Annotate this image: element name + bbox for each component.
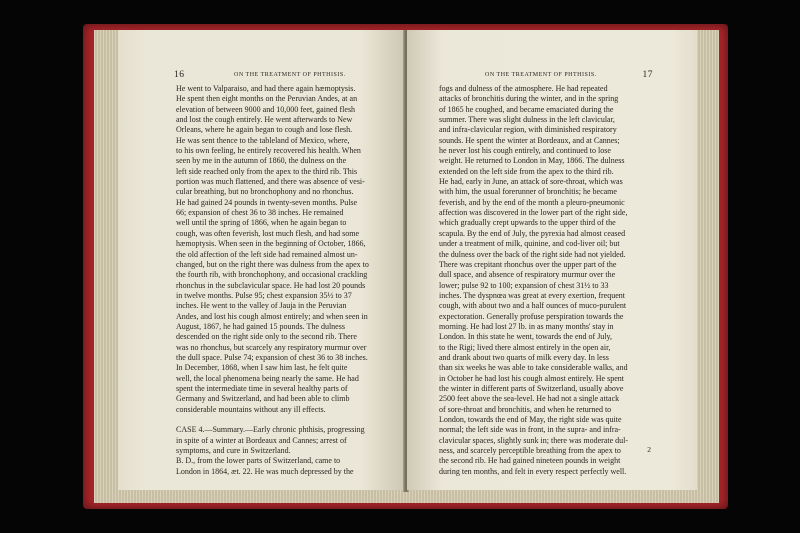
text-line: well until the spring of 1866, when he again began to: [176, 218, 347, 228]
signature-mark: 2: [647, 445, 651, 454]
text-line: scapula. By the end of July, the pyrexia had almost ceased: [439, 228, 626, 238]
text-line: of 1865 he coughed, and became emaciated during the: [439, 104, 614, 114]
text-line: he never lost his cough entirely, and continued to lose: [439, 146, 611, 156]
text-line: In December, 1868, when I saw him last, he felt quite: [176, 363, 348, 373]
text-line: and drank about two quarts of milk every day. In less: [439, 352, 609, 362]
text-line: extended on the left side from the apex to the third rib.: [439, 166, 614, 176]
text-line: inches. He went to the valley of Jauja in the Peruvian: [176, 301, 347, 311]
text-line: with him, the usual forerunner of bronchitis; he became: [439, 187, 617, 197]
text-line: expectoration. Generally profuse perspiration towards the: [439, 311, 624, 321]
right-page: [407, 30, 697, 490]
text-line: weight. He returned to London in May, 1866. The dulness: [439, 156, 625, 166]
left-page-text: [176, 84, 392, 477]
text-line: He spent then eight months on the Peruvian Andes, at an: [176, 94, 358, 104]
right-page-number: 17: [642, 70, 653, 80]
text-line: inches. The dyspnœa was great at every exertion, frequent: [439, 290, 626, 300]
right-page-text: [439, 84, 664, 477]
text-line: of sore-throat and bronchitis, and when he returned to: [439, 404, 612, 414]
text-line: in spite of a winter at Bordeaux and Cannes; arrest of: [176, 435, 347, 445]
text-line: 66; expansion of chest 36 to 38 inches. He remained: [176, 208, 344, 218]
text-line: affection was discovered in the lower part of the right side,: [439, 208, 628, 218]
text-line: feverish, and by the end of the month a pleuro-pneumonic: [439, 197, 625, 207]
text-line: He had, early in June, an attack of sore-throat, which was: [439, 177, 623, 187]
text-line: portion was much flattened, and there was absence of vesi-: [176, 177, 365, 187]
text-line: considerable mountains without any ill effects.: [176, 404, 326, 414]
text-line: He had gained 24 pounds in twenty-seven months. Pulse: [176, 197, 358, 207]
text-line: elevation of between 9000 and 10,000 feet, gained flesh: [176, 104, 356, 114]
right-page-header: [407, 72, 697, 82]
text-line: August, 1867, he had gained 15 pounds. The dulness: [176, 321, 345, 331]
text-line: ness, and scarcely perceptible breathing from the apex to: [439, 446, 621, 456]
text-line: the second rib. He had gained nineteen pounds in weight: [439, 456, 621, 466]
text-line: than six weeks he was able to take considerable walks, and: [439, 363, 628, 373]
text-line: spent the intermediate time in several healthy parts of: [176, 383, 348, 393]
text-line: the winter in different parts of Switzerland, usually above: [439, 383, 624, 393]
left-page: [118, 30, 406, 490]
text-line: was no rhonchus, but scarcely any respiratory murmur over: [176, 342, 367, 352]
text-line: cough, was often feverish, lost much flesh, and had some: [176, 228, 360, 238]
text-line: in October he had lost his cough almost entirely. He spent: [439, 373, 624, 383]
text-line: clavicular spaces, slightly sunk in; there was moderate dul-: [439, 435, 629, 445]
text-line: He went to Valparaiso, and had there again hæmoptysis.: [176, 84, 356, 93]
text-line: attacks of bronchitis during the winter, and in the spring: [439, 94, 619, 104]
text-line: and infra-clavicular region, with diminished respiratory: [439, 125, 617, 135]
text-line: morning. He had lost 27 lb. in as many months' stay in: [439, 321, 614, 331]
text-line: normal; the left side was in front, in the supra- and infra-: [439, 425, 621, 435]
text-line: sounds. He spent the winter at Bordeaux, and at Cannes;: [439, 135, 620, 145]
text-line: fogs and dulness of the atmosphere. He had repeated: [439, 84, 608, 93]
text-line: and lost the cough entirely. He went afterwards to New: [176, 115, 353, 125]
text-line: descended on the right side only to the second rib. There: [176, 332, 357, 342]
left-page-number: 16: [174, 70, 185, 80]
text-line: dull space, and absence of respiratory murmur over the: [439, 270, 616, 280]
text-line: cular breathing, but no bronchophony and no rhonchus.: [176, 187, 354, 197]
text-line: London. In this state he went, towards the end of July,: [439, 332, 613, 342]
text-line: cough, with about two and a half ounces of muco-purulent: [439, 301, 627, 311]
text-line: [176, 415, 392, 425]
text-line: B. D., from the lower parts of Switzerland, came to: [176, 456, 341, 466]
text-line: London, towards the end of May, the right side was quite: [439, 415, 622, 424]
text-line: There was crepitant rhonchus over the upper part of the: [439, 259, 617, 269]
text-line: Germany and Switzerland, and had been able to climb: [176, 394, 350, 404]
text-line: the dulness over the back of the right side had not yielded.: [439, 249, 626, 259]
text-line: lower; pulse 92 to 100; expansion of chest 31½ to 33: [439, 280, 609, 290]
text-line: symptoms, and cure in Switzerland.: [176, 446, 291, 456]
text-line: summer. There was slight dulness in the left clavicular,: [439, 115, 615, 125]
text-line: changed, but on the right there was dulness from the apex to: [176, 259, 369, 269]
text-line: hæmoptysis. When seen in the beginning of October, 1866,: [176, 239, 366, 249]
text-line: the dull space. Pulse 74; expansion of chest 36 to 38 inches.: [176, 352, 368, 362]
text-line: left side reached only from the apex to the third rib. This: [176, 166, 358, 176]
text-line: He was sent thence to the tableland of Mexico, where,: [176, 135, 350, 145]
text-line: rhonchus in the subclavicular space. He had lost 20 pounds: [176, 280, 366, 290]
text-line: Orleans, where he again began to cough and lose flesh.: [176, 125, 353, 135]
left-page-header: [118, 72, 406, 82]
text-line: 2500 feet above the sea-level. He had not a single attack: [439, 394, 620, 404]
text-line: during ten months, and felt in every respect perfectly well.: [439, 466, 627, 476]
text-line: London in 1864, æt. 22. He was much depressed by the: [176, 466, 354, 476]
text-line: CASE 4.—Summary.—Early chronic phthisis, progressing: [176, 425, 365, 435]
text-line: to his own feeling, he entirely recovered his health. When: [176, 146, 361, 156]
text-line: to the Rigi; lived there almost entirely in the open air,: [439, 342, 611, 352]
text-line: in twelve months. Pulse 95; chest expansion 35½ to 37: [176, 290, 352, 300]
text-line: the fourth rib, with bronchophony, and occasional crackling: [176, 270, 368, 280]
text-line: under a treatment of milk, quinine, and cod-liver oil; but: [439, 239, 620, 249]
right-running-title: ON THE TREATMENT OF PHTHISIS.: [485, 72, 597, 78]
left-running-title: ON THE TREATMENT OF PHTHISIS.: [234, 72, 346, 78]
text-line: which gradually crept upwards to the upper third of the: [439, 218, 616, 228]
text-line: well, the local phenomena being nearly the same. He had: [176, 373, 359, 383]
text-line: the old affection of the left side had remained almost un-: [176, 249, 358, 259]
text-line: Andes, and lost his cough almost entirely; and when seen in: [176, 311, 368, 321]
text-line: seen by me in the autumn of 1860, the dulness on the: [176, 156, 347, 166]
